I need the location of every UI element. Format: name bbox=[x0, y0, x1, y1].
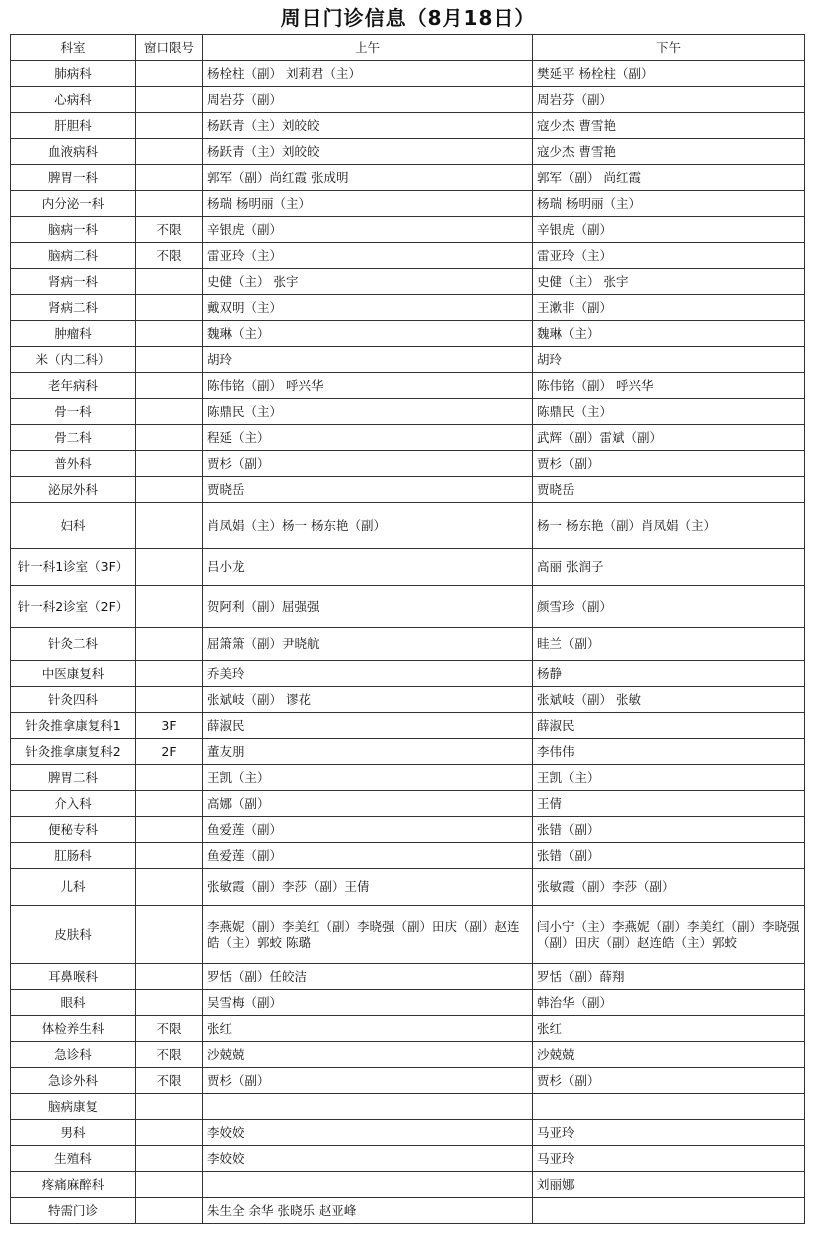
morning-cell: 沙兢兢 bbox=[203, 1042, 533, 1068]
table-row bbox=[11, 843, 805, 869]
department-cell: 眼科 bbox=[11, 990, 136, 1016]
morning-cell: 贺阿利（副）屈强强 bbox=[203, 586, 533, 628]
afternoon-cell: 胡玲 bbox=[533, 347, 805, 373]
table-row bbox=[11, 1172, 805, 1198]
morning-cell: 董友朋 bbox=[203, 739, 533, 765]
department-cell: 疼痛麻醉科 bbox=[11, 1172, 136, 1198]
morning-cell: 肖凤娟（主）杨一 杨东艳（副） bbox=[203, 503, 533, 549]
table-row bbox=[11, 295, 805, 321]
afternoon-cell: 陈伟铭（副） 呼兴华 bbox=[533, 373, 805, 399]
window-limit-cell bbox=[136, 347, 203, 373]
department-cell: 耳鼻喉科 bbox=[11, 964, 136, 990]
window-limit-cell bbox=[136, 321, 203, 347]
afternoon-cell: 杨静 bbox=[533, 661, 805, 687]
afternoon-cell: 颜雪珍（副） bbox=[533, 586, 805, 628]
morning-cell: 王凯（主） bbox=[203, 765, 533, 791]
window-limit-cell bbox=[136, 628, 203, 661]
morning-cell: 李姣姣 bbox=[203, 1146, 533, 1172]
afternoon-cell: 贾杉（副） bbox=[533, 1068, 805, 1094]
window-limit-cell bbox=[136, 191, 203, 217]
morning-cell: 陈鼎民（主） bbox=[203, 399, 533, 425]
window-limit-cell bbox=[136, 687, 203, 713]
department-cell: 脾胃二科 bbox=[11, 765, 136, 791]
window-limit-cell bbox=[136, 1094, 203, 1120]
table-row bbox=[11, 399, 805, 425]
department-cell: 内分泌一科 bbox=[11, 191, 136, 217]
morning-cell: 吕小龙 bbox=[203, 549, 533, 586]
window-limit-cell: 不限 bbox=[136, 1042, 203, 1068]
morning-cell: 辛银虎（副） bbox=[203, 217, 533, 243]
table-row bbox=[11, 347, 805, 373]
department-cell: 生殖科 bbox=[11, 1146, 136, 1172]
header-afternoon: 下午 bbox=[533, 35, 805, 61]
department-cell: 骨二科 bbox=[11, 425, 136, 451]
morning-cell: 罗恬（副）任皎洁 bbox=[203, 964, 533, 990]
table-row bbox=[11, 765, 805, 791]
department-cell: 中医康复科 bbox=[11, 661, 136, 687]
table-row bbox=[11, 586, 805, 628]
department-cell: 针灸二科 bbox=[11, 628, 136, 661]
afternoon-cell: 贾晓岳 bbox=[533, 477, 805, 503]
window-limit-cell bbox=[136, 399, 203, 425]
department-cell: 老年病科 bbox=[11, 373, 136, 399]
table-row bbox=[11, 425, 805, 451]
afternoon-cell: 高丽 张润子 bbox=[533, 549, 805, 586]
morning-cell: 史健（主） 张宇 bbox=[203, 269, 533, 295]
afternoon-cell: 李伟伟 bbox=[533, 739, 805, 765]
department-cell: 肝胆科 bbox=[11, 113, 136, 139]
window-limit-cell bbox=[136, 61, 203, 87]
morning-cell bbox=[203, 1172, 533, 1198]
window-limit-cell bbox=[136, 869, 203, 906]
department-cell: 男科 bbox=[11, 1120, 136, 1146]
window-limit-cell: 不限 bbox=[136, 217, 203, 243]
morning-cell: 李姣姣 bbox=[203, 1120, 533, 1146]
table-row bbox=[11, 964, 805, 990]
morning-cell: 陈伟铭（副） 呼兴华 bbox=[203, 373, 533, 399]
afternoon-cell: 魏琳（主） bbox=[533, 321, 805, 347]
table-row bbox=[11, 451, 805, 477]
window-limit-cell: 2F bbox=[136, 739, 203, 765]
table-row bbox=[11, 503, 805, 549]
department-cell: 米（内二科） bbox=[11, 347, 136, 373]
department-cell: 心病科 bbox=[11, 87, 136, 113]
table-row bbox=[11, 1042, 805, 1068]
window-limit-cell bbox=[136, 425, 203, 451]
window-limit-cell bbox=[136, 661, 203, 687]
table-row bbox=[11, 791, 805, 817]
morning-cell: 贾杉（副） bbox=[203, 451, 533, 477]
department-cell: 肾病二科 bbox=[11, 295, 136, 321]
table-row bbox=[11, 217, 805, 243]
table-row bbox=[11, 165, 805, 191]
morning-cell: 薛淑民 bbox=[203, 713, 533, 739]
table-row bbox=[11, 869, 805, 906]
window-limit-cell bbox=[136, 139, 203, 165]
department-cell: 脾胃一科 bbox=[11, 165, 136, 191]
table-row bbox=[11, 321, 805, 347]
afternoon-cell: 史健（主） 张宇 bbox=[533, 269, 805, 295]
morning-cell: 朱生全 余华 张晓乐 赵亚峰 bbox=[203, 1198, 533, 1224]
window-limit-cell bbox=[136, 817, 203, 843]
morning-cell: 屈箫箫（副）尹晓航 bbox=[203, 628, 533, 661]
window-limit-cell bbox=[136, 1120, 203, 1146]
morning-cell: 杨瑞 杨明丽（主） bbox=[203, 191, 533, 217]
morning-cell: 贾晓岳 bbox=[203, 477, 533, 503]
table-row bbox=[11, 61, 805, 87]
department-cell: 体检养生科 bbox=[11, 1016, 136, 1042]
window-limit-cell: 不限 bbox=[136, 1016, 203, 1042]
table-row bbox=[11, 1016, 805, 1042]
table-row bbox=[11, 243, 805, 269]
afternoon-cell: 杨瑞 杨明丽（主） bbox=[533, 191, 805, 217]
department-cell: 皮肤科 bbox=[11, 906, 136, 964]
morning-cell: 杨跃青（主）刘皎皎 bbox=[203, 113, 533, 139]
window-limit-cell bbox=[136, 451, 203, 477]
afternoon-cell: 王凯（主） bbox=[533, 765, 805, 791]
window-limit-cell bbox=[136, 964, 203, 990]
table-row bbox=[11, 687, 805, 713]
afternoon-cell: 韩治华（副） bbox=[533, 990, 805, 1016]
morning-cell: 贾杉（副） bbox=[203, 1068, 533, 1094]
window-limit-cell bbox=[136, 1146, 203, 1172]
department-cell: 肛肠科 bbox=[11, 843, 136, 869]
table-row bbox=[11, 1094, 805, 1120]
window-limit-cell bbox=[136, 586, 203, 628]
morning-cell: 戴双明（主） bbox=[203, 295, 533, 321]
window-limit-cell bbox=[136, 1198, 203, 1224]
afternoon-cell: 张错（副） bbox=[533, 843, 805, 869]
morning-cell bbox=[203, 1094, 533, 1120]
table-row bbox=[11, 1068, 805, 1094]
table-row bbox=[11, 113, 805, 139]
afternoon-cell: 马亚玲 bbox=[533, 1146, 805, 1172]
department-cell: 妇科 bbox=[11, 503, 136, 549]
header-row bbox=[11, 35, 805, 61]
department-cell: 针灸推拿康复科2 bbox=[11, 739, 136, 765]
morning-cell: 魏琳（主） bbox=[203, 321, 533, 347]
window-limit-cell bbox=[136, 113, 203, 139]
header-department: 科室 bbox=[11, 35, 136, 61]
afternoon-cell: 薛淑民 bbox=[533, 713, 805, 739]
afternoon-cell: 郭军（副） 尚红霞 bbox=[533, 165, 805, 191]
table-row bbox=[11, 477, 805, 503]
window-limit-cell: 3F bbox=[136, 713, 203, 739]
table-row bbox=[11, 990, 805, 1016]
department-cell: 针灸推拿康复科1 bbox=[11, 713, 136, 739]
afternoon-cell: 周岩芬（副） bbox=[533, 87, 805, 113]
department-cell: 针一科1诊室（3F） bbox=[11, 549, 136, 586]
table-row bbox=[11, 1146, 805, 1172]
table-row bbox=[11, 628, 805, 661]
afternoon-cell: 贾杉（副） bbox=[533, 451, 805, 477]
table-row bbox=[11, 713, 805, 739]
afternoon-cell bbox=[533, 1198, 805, 1224]
afternoon-cell: 寇少杰 曹雪艳 bbox=[533, 113, 805, 139]
table-row bbox=[11, 373, 805, 399]
window-limit-cell bbox=[136, 87, 203, 113]
window-limit-cell bbox=[136, 295, 203, 321]
table-row bbox=[11, 191, 805, 217]
table-row bbox=[11, 739, 805, 765]
afternoon-cell: 武辉（副）雷斌（副） bbox=[533, 425, 805, 451]
afternoon-cell: 雷亚玲（主） bbox=[533, 243, 805, 269]
afternoon-cell: 张斌岐（副） 张敏 bbox=[533, 687, 805, 713]
afternoon-cell: 罗恬（副）薛翔 bbox=[533, 964, 805, 990]
morning-cell: 鱼爱莲（副） bbox=[203, 843, 533, 869]
header-window-limit: 窗口限号 bbox=[136, 35, 203, 61]
afternoon-cell: 杨一 杨东艳（副）肖凤娟（主） bbox=[533, 503, 805, 549]
afternoon-cell: 王漱非（副） bbox=[533, 295, 805, 321]
window-limit-cell bbox=[136, 165, 203, 191]
window-limit-cell bbox=[136, 1172, 203, 1198]
morning-cell: 张敏霞（副）李莎（副）王倩 bbox=[203, 869, 533, 906]
department-cell: 特需门诊 bbox=[11, 1198, 136, 1224]
department-cell: 急诊科 bbox=[11, 1042, 136, 1068]
table-row bbox=[11, 1120, 805, 1146]
afternoon-cell: 张红 bbox=[533, 1016, 805, 1042]
department-cell: 普外科 bbox=[11, 451, 136, 477]
morning-cell: 杨栓柱（副） 刘莉君（主） bbox=[203, 61, 533, 87]
afternoon-cell: 樊延平 杨栓柱（副） bbox=[533, 61, 805, 87]
morning-cell: 胡玲 bbox=[203, 347, 533, 373]
table-row bbox=[11, 139, 805, 165]
table-row bbox=[11, 269, 805, 295]
department-cell: 针一科2诊室（2F） bbox=[11, 586, 136, 628]
department-cell: 肺病科 bbox=[11, 61, 136, 87]
table-row bbox=[11, 87, 805, 113]
table-row bbox=[11, 817, 805, 843]
table-row bbox=[11, 1198, 805, 1224]
window-limit-cell bbox=[136, 791, 203, 817]
window-limit-cell bbox=[136, 373, 203, 399]
window-limit-cell bbox=[136, 269, 203, 295]
morning-cell: 程延（主） bbox=[203, 425, 533, 451]
morning-cell: 高娜（副） bbox=[203, 791, 533, 817]
department-cell: 泌尿外科 bbox=[11, 477, 136, 503]
department-cell: 肾病一科 bbox=[11, 269, 136, 295]
afternoon-cell: 眭兰（副） bbox=[533, 628, 805, 661]
department-cell: 介入科 bbox=[11, 791, 136, 817]
afternoon-cell: 辛银虎（副） bbox=[533, 217, 805, 243]
afternoon-cell: 马亚玲 bbox=[533, 1120, 805, 1146]
afternoon-cell: 闫小宁（主）李燕妮（副）李美红（副）李晓强（副）田庆（副）赵连皓（主）郭蛟 bbox=[533, 906, 805, 964]
window-limit-cell bbox=[136, 843, 203, 869]
afternoon-cell: 沙兢兢 bbox=[533, 1042, 805, 1068]
morning-cell: 鱼爱莲（副） bbox=[203, 817, 533, 843]
window-limit-cell: 不限 bbox=[136, 243, 203, 269]
morning-cell: 郭军（副）尚红霞 张成明 bbox=[203, 165, 533, 191]
afternoon-cell: 寇少杰 曹雪艳 bbox=[533, 139, 805, 165]
morning-cell: 雷亚玲（主） bbox=[203, 243, 533, 269]
department-cell: 骨一科 bbox=[11, 399, 136, 425]
window-limit-cell bbox=[136, 549, 203, 586]
morning-cell: 吴雪梅（副） bbox=[203, 990, 533, 1016]
afternoon-cell: 刘丽娜 bbox=[533, 1172, 805, 1198]
window-limit-cell bbox=[136, 990, 203, 1016]
department-cell: 针灸四科 bbox=[11, 687, 136, 713]
schedule-body bbox=[11, 61, 805, 1224]
table-row bbox=[11, 549, 805, 586]
department-cell: 急诊外科 bbox=[11, 1068, 136, 1094]
department-cell: 儿科 bbox=[11, 869, 136, 906]
window-limit-cell: 不限 bbox=[136, 1068, 203, 1094]
window-limit-cell bbox=[136, 906, 203, 964]
window-limit-cell bbox=[136, 477, 203, 503]
window-limit-cell bbox=[136, 765, 203, 791]
afternoon-cell: 张错（副） bbox=[533, 817, 805, 843]
morning-cell: 周岩芬（副） bbox=[203, 87, 533, 113]
table-row bbox=[11, 906, 805, 964]
afternoon-cell: 陈鼎民（主） bbox=[533, 399, 805, 425]
window-limit-cell bbox=[136, 503, 203, 549]
department-cell: 脑病二科 bbox=[11, 243, 136, 269]
table-row bbox=[11, 661, 805, 687]
department-cell: 脑病一科 bbox=[11, 217, 136, 243]
morning-cell: 李燕妮（副）李美红（副）李晓强（副）田庆（副）赵连皓（主）郭蛟 陈璐 bbox=[203, 906, 533, 964]
morning-cell: 乔美玲 bbox=[203, 661, 533, 687]
department-cell: 肿瘤科 bbox=[11, 321, 136, 347]
afternoon-cell: 王倩 bbox=[533, 791, 805, 817]
department-cell: 脑病康复 bbox=[11, 1094, 136, 1120]
afternoon-cell bbox=[533, 1094, 805, 1120]
department-cell: 血液病科 bbox=[11, 139, 136, 165]
page-title: 周日门诊信息（8月18日） bbox=[280, 6, 536, 30]
schedule-table bbox=[10, 34, 805, 1224]
afternoon-cell: 张敏霞（副）李莎（副） bbox=[533, 869, 805, 906]
header-morning: 上午 bbox=[203, 35, 533, 61]
department-cell: 便秘专科 bbox=[11, 817, 136, 843]
morning-cell: 张斌岐（副） 谬花 bbox=[203, 687, 533, 713]
morning-cell: 张红 bbox=[203, 1016, 533, 1042]
morning-cell: 杨跃青（主）刘皎皎 bbox=[203, 139, 533, 165]
